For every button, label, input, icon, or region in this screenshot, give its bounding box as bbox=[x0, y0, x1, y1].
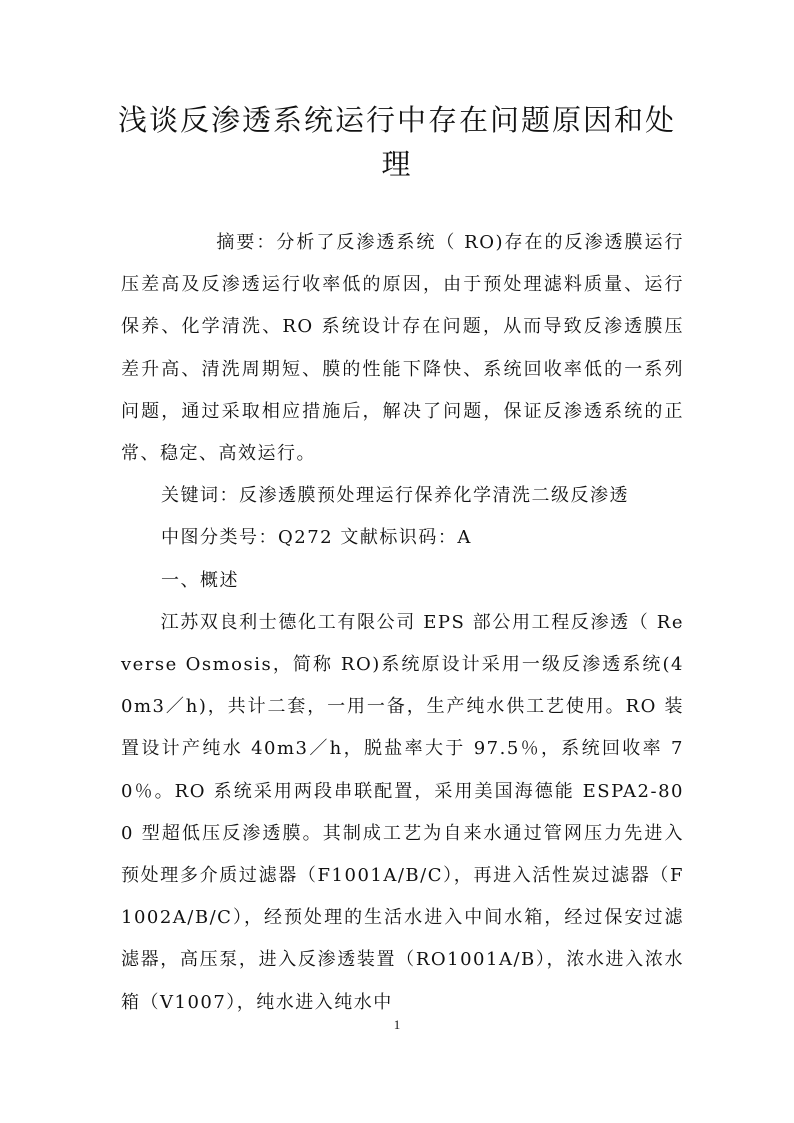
section-heading: 一、概述 bbox=[161, 569, 239, 591]
classification-line: 中图分类号：Q272 文献标识码：A bbox=[161, 527, 472, 549]
abstract-paragraph: 摘要：分析了反渗透系统（ RO)存在的反渗透膜运行压差高及反渗透运行收率低的原因，由于预处理滤料质量、运行保养、化学清洗、RO 系统设计存在问题，从而导致反渗透膜压差升高、清洗周期短、膜的性能下降快、系统回收率低的一系列问题，通过采取相应措施后，解决了问题，保证反渗透系统的正常、稳定、高效运行。 bbox=[121, 232, 684, 465]
page-number: 1 bbox=[393, 1017, 401, 1032]
document-title: 浅谈反渗透系统运行中存在问题原因和处理 bbox=[117, 103, 676, 181]
body-paragraph: 江苏双良利士德化工有限公司 EPS 部公用工程反渗透（ Reverse Osmosis，简称 RO)系统原设计采用一级反渗透系统(40m3／h)，共计二套，一用一备，生产纯水供工艺使用。RO 装置设计产纯水 40m3／h，脱盐率大于 97.5％，系统回收率 70％。RO 系统采用两段串联配置，采用美国海德能 ESPA2-800 型超低压反渗透膜。其制成工艺为自来水通过管网压力先进入预处理多介质过滤器（F1001A/B/C），再进入活性炭过滤器（F1002A/B/C），经预处理的生活水进入中间水箱，经过保安过滤滤器，高压泵，进入反渗透装置（RO1001A/B），浓水进入浓水箱（V1007），纯水进入纯水中 bbox=[121, 611, 684, 1013]
document-body bbox=[121, 222, 684, 1024]
keywords-line: 关键词：反渗透膜预处理运行保养化学清洗二级反渗透 bbox=[161, 485, 629, 507]
